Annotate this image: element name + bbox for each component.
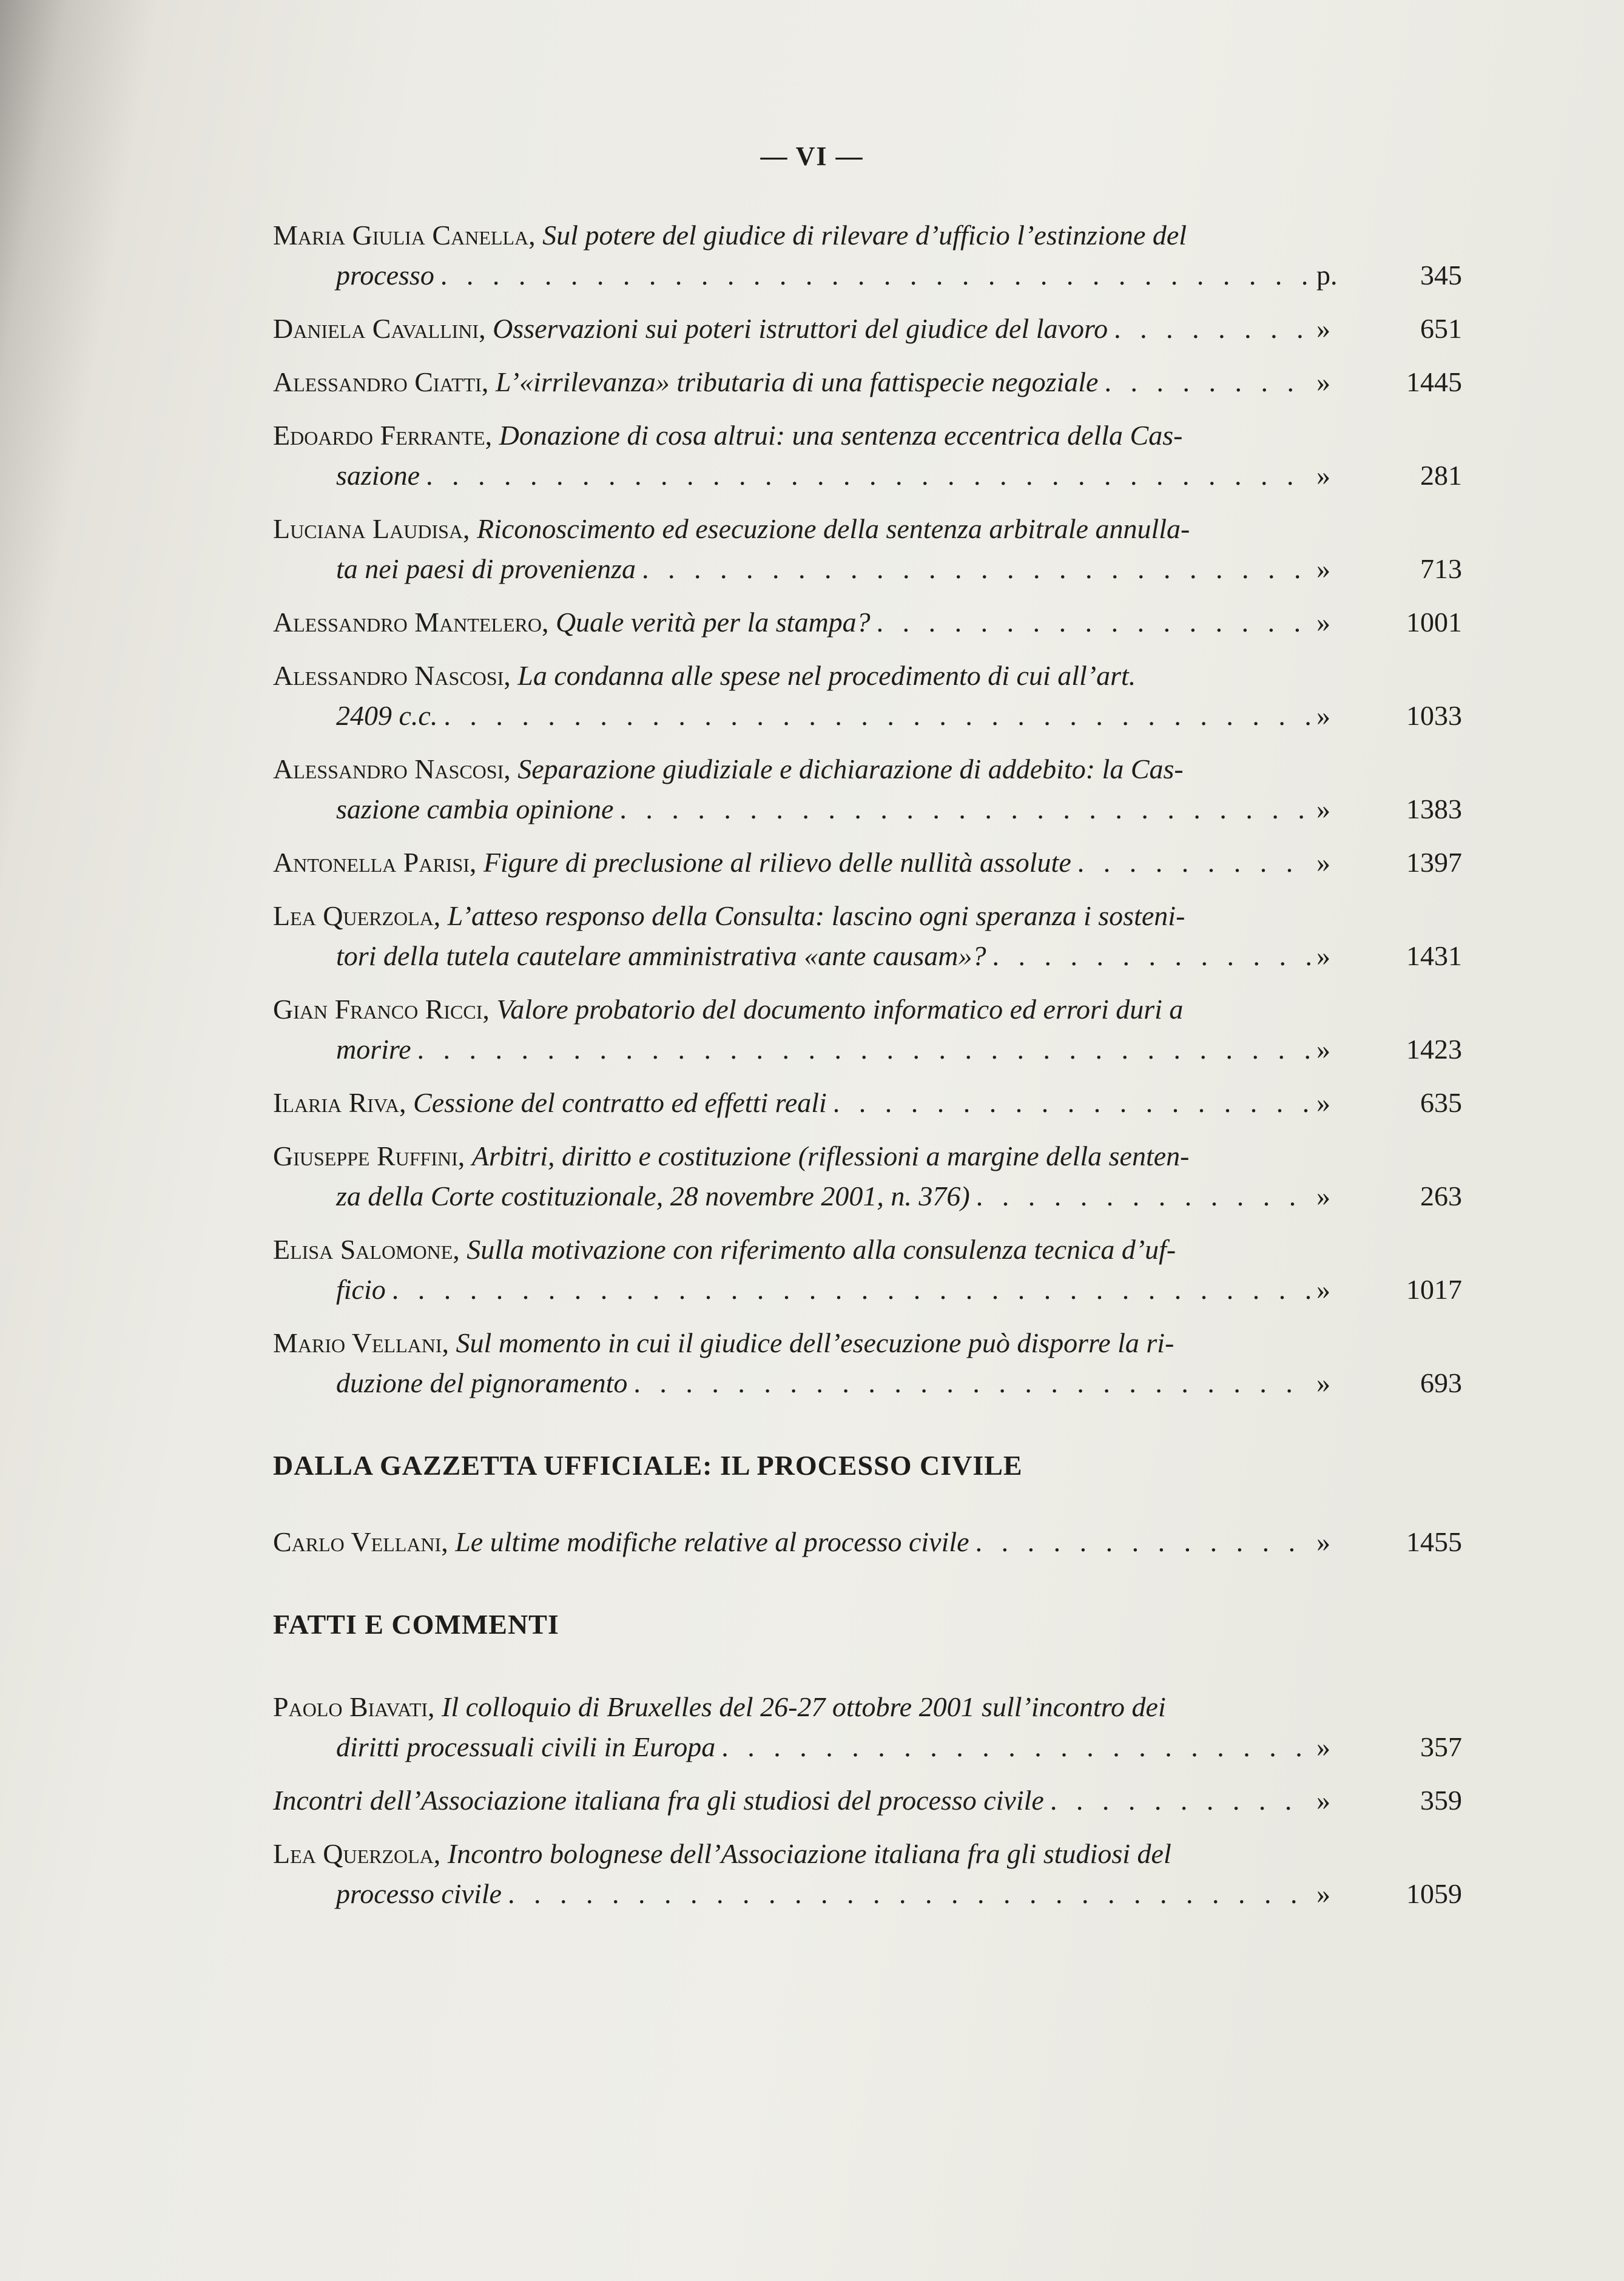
- dot-leader: [833, 1083, 1310, 1123]
- page-mark: p.: [1316, 260, 1338, 291]
- page-mark: »: [1316, 1785, 1330, 1816]
- dot-leader: [1077, 843, 1310, 883]
- page-mark: »: [1316, 793, 1330, 824]
- entry-title: Le ultime modifiche relative al processo civile: [455, 1526, 969, 1557]
- page-number: 1397: [1406, 847, 1462, 878]
- table-of-contents: [273, 215, 1462, 1927]
- entry-title: Incontri dell’Associazione italiana fra gli studiosi del processo civile: [273, 1785, 1044, 1816]
- toc-entry: Antonella Parisi, Figure di preclusione al rilievo delle nullità assolute . . . » 1397: [273, 843, 1462, 883]
- entry-author: Alessandro Mantelero: [273, 607, 542, 638]
- dot-leader: [440, 255, 1310, 295]
- dot-leader: [426, 456, 1310, 496]
- entry-title-cont: processo: [336, 260, 434, 291]
- toc-entry: Lea Querzola, L’atteso responso della Consulta: lascino ogni speranza i sosteni- tori della tutela cautelare amministrativa «ante causam»? . . . » 1431: [273, 896, 1462, 976]
- entry-title-cont: sazione: [336, 460, 420, 491]
- entry-title-cont: ficio: [336, 1274, 386, 1305]
- dot-leader: [721, 1727, 1310, 1767]
- entry-author: Giuseppe Ruffini: [273, 1140, 458, 1171]
- dot-leader: [508, 1874, 1310, 1914]
- page-number: 1431: [1406, 940, 1462, 971]
- toc-entry: Alessandro Ciatti, L’«irrilevanza» tributaria di una fattispecie negoziale . . . » 1445: [273, 362, 1462, 402]
- toc-entry: Mario Vellani, Sul momento in cui il giudice dell’esecuzione può disporre la ri- duzione del pignoramento . . . » 693: [273, 1323, 1462, 1403]
- page-mark: »: [1316, 366, 1330, 397]
- entry-title: Quale verità per la stampa?: [555, 607, 871, 638]
- page-mark: »: [1316, 553, 1330, 584]
- page-number: 1001: [1406, 607, 1462, 638]
- dot-leader: [417, 1029, 1310, 1070]
- entry-title: Sul potere del giudice di rilevare d’ufficio l’estinzione del: [542, 220, 1187, 251]
- entry-author: Alessandro Ciatti: [273, 366, 482, 397]
- toc-entry: Luciana Laudisa, Riconoscimento ed esecuzione della sentenza arbitrale annulla- ta nei paesi di provenienza . . . » 713: [273, 509, 1462, 589]
- page-number: 1445: [1406, 366, 1462, 397]
- entry-title-cont: 2409 c.c.: [336, 700, 438, 731]
- dot-leader: [633, 1363, 1310, 1403]
- toc-entry: Elisa Salomone, Sulla motivazione con riferimento alla consulenza tecnica d’uf- ficio . . . » 1017: [273, 1230, 1462, 1310]
- dot-leader: [392, 1270, 1310, 1310]
- toc-entry: Edoardo Ferrante, Donazione di cosa altrui: una sentenza eccentrica della Cas- sazione . . . » 281: [273, 416, 1462, 496]
- page-number: 1017: [1406, 1274, 1462, 1305]
- page-number: 359: [1420, 1785, 1462, 1816]
- dot-leader: [976, 1176, 1310, 1216]
- entry-author: Mario Vellani: [273, 1327, 442, 1358]
- entry-title-cont: processo civile: [336, 1878, 502, 1909]
- page-mark: »: [1316, 313, 1330, 344]
- page-number: 1033: [1406, 700, 1462, 731]
- page-number: 1383: [1406, 793, 1462, 824]
- entry-author: Elisa Salomone: [273, 1234, 453, 1265]
- entry-title: L’«irrilevanza» tributaria di una fattispecie negoziale: [495, 366, 1099, 397]
- entry-author: Lea Querzola: [273, 1838, 434, 1869]
- page-mark: »: [1316, 700, 1330, 731]
- toc-entry: Gian Franco Ricci, Valore probatorio del documento informatico ed errori duri a morire . . . » 1423: [273, 989, 1462, 1070]
- dot-leader: [992, 936, 1311, 976]
- page-number: 345: [1420, 260, 1462, 291]
- entry-author: Gian Franco Ricci: [273, 994, 483, 1025]
- page-number: 263: [1420, 1181, 1462, 1211]
- page-number: 651: [1420, 313, 1462, 344]
- entry-author: Carlo Vellani: [273, 1526, 442, 1557]
- page-number: 357: [1420, 1731, 1462, 1762]
- entry-author: Paolo Biavati: [273, 1691, 428, 1722]
- toc-entry: Giuseppe Ruffini, Arbitri, diritto e costituzione (riflessioni a margine della senten- za della Corte costituzionale, 28 novembre 2001, n. 376) . . . » 263: [273, 1136, 1462, 1216]
- entry-title: Sul momento in cui il giudice dell’esecuzione può disporre la ri-: [456, 1327, 1174, 1358]
- entry-title: Incontro bolognese dell’Associazione italiana fra gli studiosi del: [447, 1838, 1171, 1869]
- page-number: 693: [1420, 1367, 1462, 1398]
- page-mark: »: [1316, 1087, 1330, 1118]
- page-number: 1423: [1406, 1034, 1462, 1065]
- entry-title-cont: duzione del pignoramento: [336, 1367, 628, 1398]
- page-number: 1059: [1406, 1878, 1462, 1909]
- entry-title: Sulla motivazione con riferimento alla consulenza tecnica d’uf-: [467, 1234, 1176, 1265]
- entry-author: Alessandro Nascosi: [273, 660, 504, 691]
- entry-title: La condanna alle spese nel procedimento di cui all’art.: [517, 660, 1136, 691]
- entry-title: Osservazioni sui poteri istruttori del giudice del lavoro: [493, 313, 1108, 344]
- entry-author: Edoardo Ferrante: [273, 420, 485, 451]
- page-mark: »: [1316, 1878, 1330, 1909]
- toc-entry: Alessandro Mantelero, Quale verità per la stampa? . . . » 1001: [273, 602, 1462, 642]
- entry-title-cont: morire: [336, 1034, 411, 1065]
- page-number: 635: [1420, 1087, 1462, 1118]
- page-mark: »: [1316, 460, 1330, 491]
- entry-title: Arbitri, diritto e costituzione (riflessioni a margine della senten-: [471, 1140, 1190, 1171]
- entry-author: Ilaria Riva: [273, 1087, 400, 1118]
- dot-leader: [975, 1522, 1310, 1562]
- toc-entry: [273, 1781, 1462, 1821]
- page-mark: »: [1316, 1367, 1330, 1398]
- page-mark: »: [1316, 940, 1330, 971]
- entry-author: Maria Giulia Canella: [273, 220, 529, 251]
- dot-leader: [443, 696, 1310, 736]
- toc-entry: Daniela Cavallini, Osservazioni sui poteri istruttori del giudice del lavoro . . . » 651: [273, 309, 1462, 349]
- entry-author: Antonella Parisi: [273, 847, 470, 878]
- page-folio: — VI —: [760, 141, 864, 171]
- toc-entry: Carlo Vellani, Le ultime modifiche relative al processo civile . . . » 1455: [273, 1522, 1462, 1562]
- entry-title-cont: za della Corte costituzionale, 28 novembre 2001, n. 376): [336, 1181, 970, 1211]
- dot-leader: [1104, 362, 1310, 402]
- page-number: 1455: [1406, 1526, 1462, 1557]
- dot-leader: [642, 549, 1310, 589]
- toc-entry: Ilaria Riva, Cessione del contratto ed effetti reali . . . » 635: [273, 1083, 1462, 1123]
- toc-entry: Alessandro Nascosi, La condanna alle spese nel procedimento di cui all’art. 2409 c.c. . . . » 1033: [273, 656, 1462, 736]
- dot-leader: [877, 602, 1310, 642]
- page-mark: »: [1316, 607, 1330, 638]
- entry-title-cont: tori della tutela cautelare amministrativa «ante causam»?: [336, 940, 986, 971]
- entry-title: Donazione di cosa altrui: una sentenza eccentrica della Cas-: [499, 420, 1183, 451]
- entry-title: Riconoscimento ed esecuzione della sentenza arbitrale annulla-: [477, 513, 1190, 544]
- entry-title: Il colloquio di Bruxelles del 26-27 ottobre 2001 sull’incontro dei: [442, 1691, 1166, 1722]
- page-mark: »: [1316, 1034, 1330, 1065]
- entry-title: Cessione del contratto ed effetti reali: [413, 1087, 827, 1118]
- dot-leader: [1114, 309, 1310, 349]
- page-number: 713: [1420, 553, 1462, 584]
- page-mark: »: [1316, 1274, 1330, 1305]
- page-mark: »: [1316, 1526, 1330, 1557]
- entry-author: Lea Querzola: [273, 900, 434, 931]
- section-heading-gazzetta: DALLA GAZZETTA UFFICIALE: IL PROCESSO CIVILE: [273, 1450, 1023, 1481]
- toc-entry: Alessandro Nascosi, Separazione giudiziale e dichiarazione di addebito: la Cas- sazione cambia opinione . . . » 1383: [273, 749, 1462, 829]
- page-mark: »: [1316, 1181, 1330, 1211]
- entry-title: Separazione giudiziale e dichiarazione di addebito: la Cas-: [517, 753, 1184, 784]
- entry-author: Luciana Laudisa: [273, 513, 463, 544]
- entry-author: Daniela Cavallini: [273, 313, 479, 344]
- page-mark: »: [1316, 847, 1330, 878]
- dot-leader: [1050, 1781, 1310, 1821]
- entry-title-cont: sazione cambia opinione: [336, 793, 614, 824]
- entry-title: Valore probatorio del documento informatico ed errori duri a: [496, 994, 1184, 1025]
- entry-title: L’atteso responso della Consulta: lascino ogni speranza i sosteni-: [447, 900, 1185, 931]
- toc-entry: Maria Giulia Canella, Sul potere del giudice di rilevare d’ufficio l’estinzione del processo . . . p. 345: [273, 215, 1462, 295]
- section-heading-fatti: FATTI E COMMENTI: [273, 1609, 559, 1640]
- page-number: 281: [1420, 460, 1462, 491]
- entry-author: Alessandro Nascosi: [273, 753, 504, 784]
- entry-title-cont: diritti processuali civili in Europa: [336, 1731, 716, 1762]
- entry-title: Figure di preclusione al rilievo delle nullità assolute: [483, 847, 1071, 878]
- toc-entry: Paolo Biavati, Il colloquio di Bruxelles del 26-27 ottobre 2001 sull’incontro dei diritti processuali civili in Europa . . . » 357: [273, 1687, 1462, 1767]
- page-mark: »: [1316, 1731, 1330, 1762]
- toc-entry: Lea Querzola, Incontro bolognese dell’Associazione italiana fra gli studiosi del processo civile . . . » 1059: [273, 1834, 1462, 1914]
- entry-title-cont: ta nei paesi di provenienza: [336, 553, 636, 584]
- dot-leader: [619, 789, 1310, 829]
